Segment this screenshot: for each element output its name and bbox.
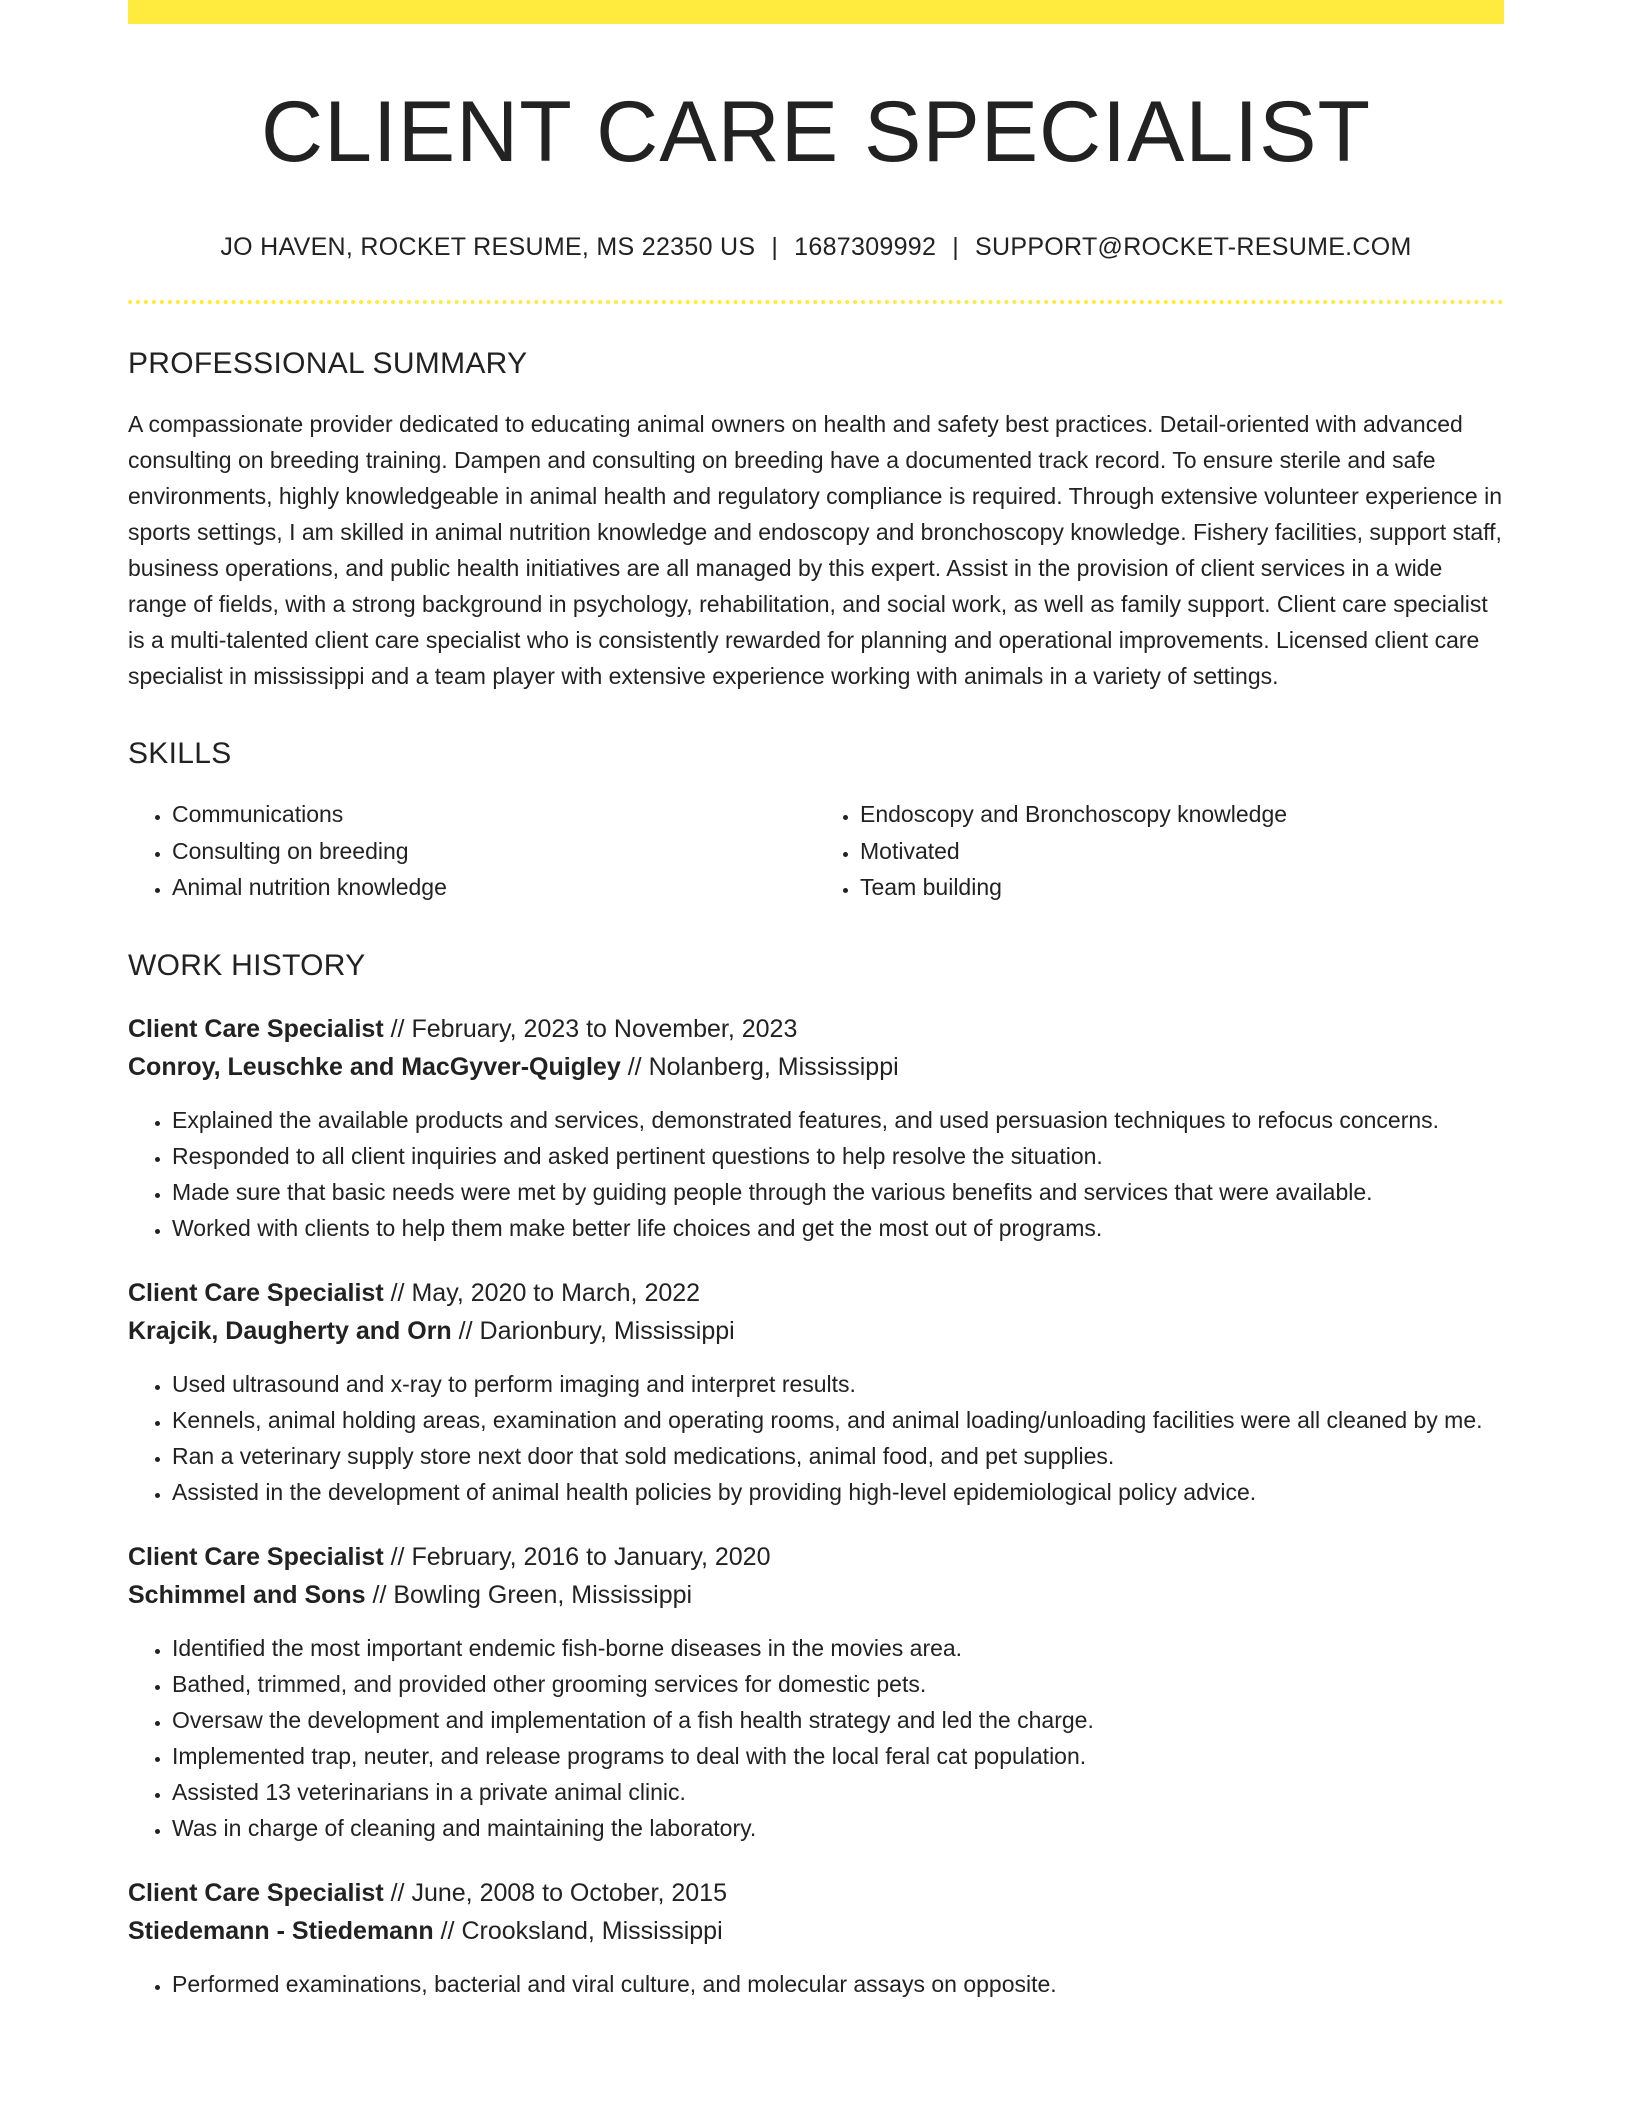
skill-item: • Communications	[172, 796, 816, 833]
job-bullet: • Assisted 13 veterinarians in a private animal clinic.	[172, 1774, 1504, 1810]
contact-separator: |	[952, 233, 960, 261]
contact-phone: 1687309992	[794, 233, 937, 261]
dotted-divider	[128, 300, 1504, 304]
job-bullet: • Was in charge of cleaning and maintaining the laboratory.	[172, 1810, 1504, 1846]
job-company-line	[128, 1048, 1504, 1086]
job-bullet: • Performed examinations, bacterial and viral culture, and molecular assays on opposite.	[172, 1966, 1504, 2002]
job-title: Client Care Specialist	[128, 1878, 384, 1907]
job-bullet: • Made sure that basic needs were met by guiding people through the various benefits and services that were available.	[172, 1174, 1504, 1210]
job-bullet: • Used ultrasound and x-ray to perform imaging and interpret results.	[172, 1366, 1504, 1402]
job-title-line	[128, 1538, 1504, 1576]
contact-separator: |	[771, 233, 779, 261]
skills-column-right	[816, 796, 1504, 906]
job-bullets	[128, 1102, 1504, 1246]
job-entry	[128, 1274, 1504, 1510]
job-company: Stiedemann - Stiedemann	[128, 1916, 434, 1945]
job-company-line	[128, 1312, 1504, 1350]
summary-heading: PROFESSIONAL SUMMARY	[128, 347, 528, 380]
job-bullet: • Explained the available products and services, demonstrated features, and used persuasion techniques to refocus concerns.	[172, 1102, 1504, 1138]
job-company: Conroy, Leuschke and MacGyver-Quigley	[128, 1052, 621, 1081]
contact-address: JO HAVEN, ROCKET RESUME, MS 22350 US	[220, 233, 756, 261]
job-bullet: • Worked with clients to help them make better life choices and get the most out of programs.	[172, 1210, 1504, 1246]
job-bullet: • Bathed, trimmed, and provided other grooming services for domestic pets.	[172, 1666, 1504, 1702]
work-history-heading: WORK HISTORY	[128, 948, 366, 982]
job-title: Client Care Specialist	[128, 1542, 384, 1571]
job-separator: //	[390, 1278, 405, 1307]
job-separator: //	[372, 1580, 387, 1609]
resume-title: CLIENT CARE SPECIALIST	[260, 84, 1372, 180]
job-title-line	[128, 1274, 1504, 1312]
job-location: Crooksland, Mississippi	[461, 1916, 723, 1945]
job-bullet: • Kennels, animal holding areas, examination and operating rooms, and animal loading/unloading facilities were all cleaned by me.	[172, 1402, 1504, 1438]
job-entry	[128, 1538, 1504, 1846]
job-dates: May, 2020 to March, 2022	[411, 1278, 701, 1307]
job-separator: //	[458, 1316, 473, 1345]
accent-top-bar	[128, 0, 1504, 24]
work-history-list	[128, 1010, 1504, 2002]
job-title: Client Care Specialist	[128, 1014, 384, 1043]
job-bullets	[128, 1366, 1504, 1510]
contact-line	[128, 232, 1504, 262]
skill-item: • Team building	[860, 869, 1504, 906]
job-entry	[128, 1874, 1504, 2002]
job-title-line	[128, 1010, 1504, 1048]
job-company: Schimmel and Sons	[128, 1580, 366, 1609]
job-dates: February, 2023 to November, 2023	[411, 1014, 798, 1043]
skills-list	[128, 796, 1504, 906]
resume-page	[128, 0, 1504, 2002]
skills-column-left	[128, 796, 816, 906]
job-bullet: • Implemented trap, neuter, and release programs to deal with the local feral cat population.	[172, 1738, 1504, 1774]
skill-item: • Motivated	[860, 833, 1504, 870]
job-dates: June, 2008 to October, 2015	[411, 1878, 727, 1907]
job-bullets	[128, 1966, 1504, 2002]
job-company-line	[128, 1576, 1504, 1614]
contact-email: SUPPORT@ROCKET-RESUME.COM	[975, 233, 1412, 261]
job-bullet: • Identified the most important endemic fish-borne diseases in the movies area.	[172, 1630, 1504, 1666]
skill-item: • Animal nutrition knowledge	[172, 869, 816, 906]
job-company-line	[128, 1912, 1504, 1950]
job-entry	[128, 1010, 1504, 1246]
job-title: Client Care Specialist	[128, 1278, 384, 1307]
job-company: Krajcik, Daugherty and Orn	[128, 1316, 452, 1345]
job-location: Darionbury, Mississippi	[479, 1316, 735, 1345]
skills-heading: SKILLS	[128, 737, 232, 770]
job-bullet: • Oversaw the development and implementation of a fish health strategy and led the charge.	[172, 1702, 1504, 1738]
job-separator: //	[390, 1542, 405, 1571]
job-separator: //	[390, 1014, 405, 1043]
job-separator: //	[390, 1878, 405, 1907]
job-location: Nolanberg, Mississippi	[648, 1052, 899, 1081]
skill-item: • Endoscopy and Bronchoscopy knowledge	[860, 796, 1504, 833]
job-title-line	[128, 1874, 1504, 1912]
summary-text: A compassionate provider dedicated to educating animal owners on health and safety best practices. Detail-oriented with advanced consulting on breeding training. Dampen and consulting on breeding have a documented track record. To ensure sterile and safe environments, highly knowledgeable in animal health and regulatory compliance is required. Through extensive volunteer experience in sports settings, I am skilled in animal nutrition knowledge and endoscopy and bronchoscopy knowledge. Fishery facilities, support staff, business operations, and public health initiatives are all managed by this expert. Assist in the provision of client services in a wide range of fields, with a strong background in psychology, rehabilitation, and social work, as well as family support. Client care specialist is a multi-talented client care specialist who is consistently rewarded for planning and operational improvements. Licensed client care specialist in mississippi and a team player with extensive experience working with animals in a variety of settings.	[128, 411, 1503, 689]
job-bullet: • Assisted in the development of animal health policies by providing high-level epidemiological policy advice.	[172, 1474, 1504, 1510]
skill-item: • Consulting on breeding	[172, 833, 816, 870]
job-separator: //	[627, 1052, 642, 1081]
job-location: Bowling Green, Mississippi	[393, 1580, 693, 1609]
job-bullets	[128, 1630, 1504, 1846]
job-separator: //	[440, 1916, 455, 1945]
job-bullet: • Ran a veterinary supply store next door that sold medications, animal food, and pet supplies.	[172, 1438, 1504, 1474]
job-bullet: • Responded to all client inquiries and asked pertinent questions to help resolve the situation.	[172, 1138, 1504, 1174]
job-dates: February, 2016 to January, 2020	[411, 1542, 771, 1571]
